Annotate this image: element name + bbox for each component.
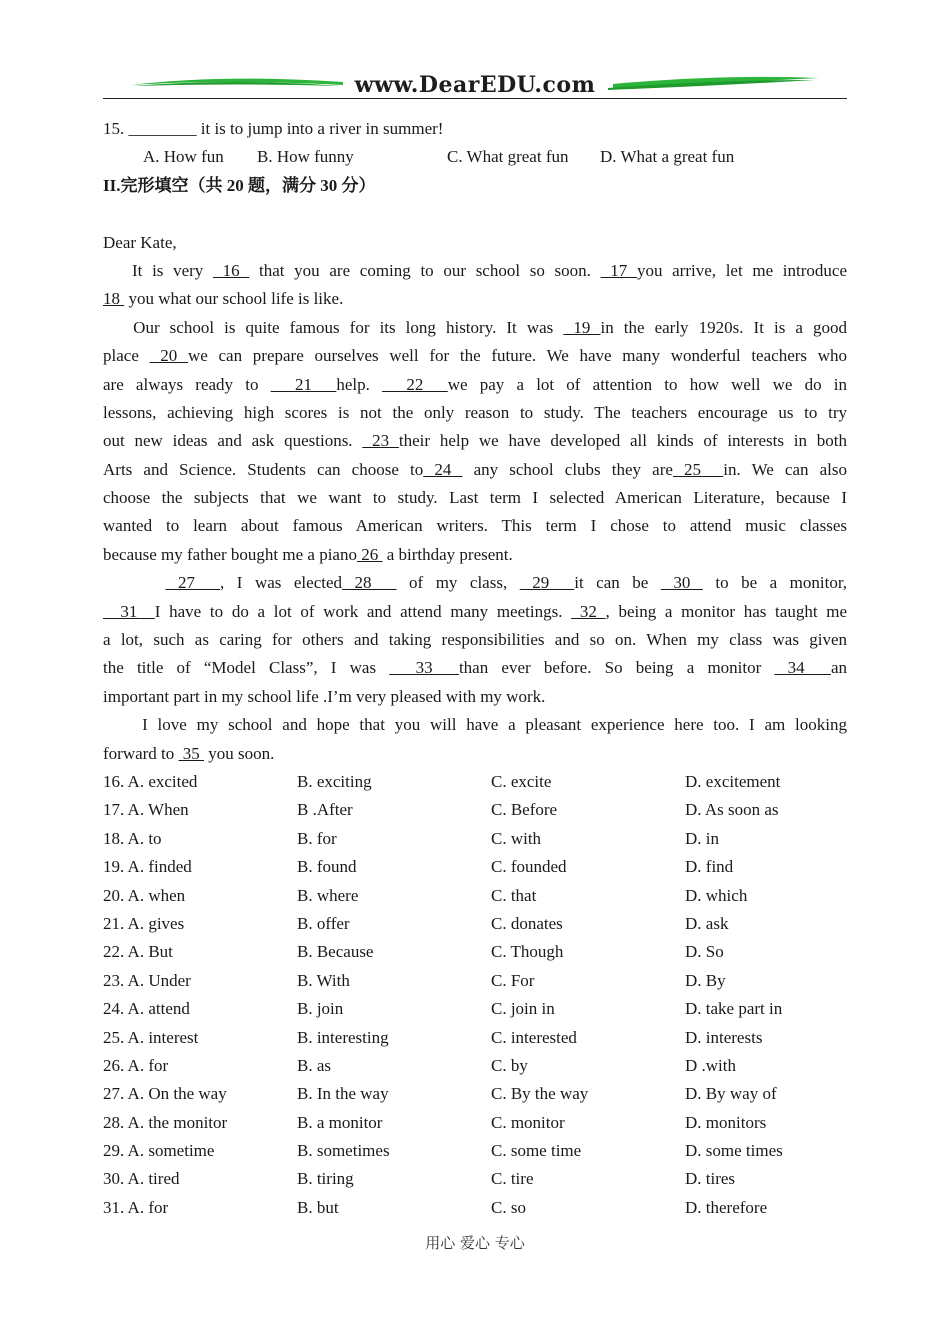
choice-row [103, 995, 847, 1023]
choice-option: D. ask [685, 913, 729, 933]
choice-option: B. tiring [297, 1169, 354, 1189]
letter-line-11: because my father bought me a piano 26 a birthday present. [103, 544, 513, 564]
choice-option: 24. A. attend [103, 999, 190, 1019]
choice-row [103, 768, 847, 796]
letter-line-1: It is very 16 that you are coming to our school so soon. 17 you arrive, let me introduce [103, 260, 847, 280]
choice-option: B. exciting [297, 771, 372, 791]
document-body [103, 115, 847, 1222]
choice-option: 29. A. sometime [103, 1141, 215, 1161]
choice-row [103, 796, 847, 824]
choice-option: D. excitement [685, 771, 781, 791]
choice-option: C. By the way [491, 1084, 589, 1104]
choice-option: C. Before [491, 800, 558, 820]
choice-option: C. by [491, 1055, 528, 1075]
letter-line-18: forward to 35 you soon. [103, 743, 275, 763]
question-15-options [103, 143, 847, 171]
answer-choices [103, 768, 847, 1222]
choice-option: D. monitors [685, 1112, 767, 1132]
choice-row [103, 1137, 847, 1165]
choice-option: B. for [297, 828, 337, 848]
choice-option: B. a monitor [297, 1112, 383, 1132]
choice-option: 19. A. finded [103, 857, 192, 877]
choice-option: B. but [297, 1197, 339, 1217]
choice-option: D. some times [685, 1141, 783, 1161]
choice-row [103, 1165, 847, 1193]
choice-option: D. By way of [685, 1084, 777, 1104]
letter-line-12: 27 , I was elected 28 of my class, 29 it can be 30 to be a monitor, [165, 573, 848, 593]
page-footer: 用心 爱心 专心 [425, 1234, 525, 1252]
choice-option: B .After [297, 800, 353, 820]
choice-option: 22. A. But [103, 942, 173, 962]
choice-row [103, 1194, 847, 1222]
choice-row [103, 1052, 847, 1080]
choice-row [103, 882, 847, 910]
choice-option: D. tires [685, 1169, 736, 1189]
question-15-stem: 15. ________ it is to jump into a river in summer! [103, 119, 444, 138]
blank-line [103, 200, 847, 228]
letter-line-13: 31 I have to do a lot of work and attend many meetings. 32 , being a monitor has taught me [103, 601, 848, 621]
choice-option: C. join in [491, 999, 555, 1019]
letter-line-5: are always ready to 21 help. 22 we pay a lot of attention to how well we do in [103, 374, 847, 394]
letter-line-10: wanted to learn about famous American writers. This term I chose to attend music classes [103, 516, 847, 536]
choice-option: D. therefore [685, 1197, 768, 1217]
header-rule [103, 98, 847, 99]
choice-option: C. some time [491, 1141, 582, 1161]
choice-option: 28. A. the monitor [103, 1112, 228, 1132]
choice-option: 16. A. excited [103, 771, 198, 791]
choice-option: C. Though [491, 942, 564, 962]
choice-option: C. founded [491, 857, 567, 877]
choice-option: 27. A. On the way [103, 1084, 227, 1104]
choice-option: C. For [491, 970, 535, 990]
choice-row [103, 910, 847, 938]
choice-row [103, 1024, 847, 1052]
choice-row [103, 938, 847, 966]
choice-option: D. interests [685, 1027, 763, 1047]
choice-row [103, 967, 847, 995]
letter-line-7: out new ideas and ask questions. 23 their help we have developed all kinds of interests in both [103, 431, 847, 451]
choice-option: B. join [297, 999, 344, 1019]
choice-option: 21. A. gives [103, 913, 185, 933]
q15-option-a: A. How fun [143, 147, 224, 167]
q15-option-c: C. What great fun [447, 147, 569, 167]
q15-option-b: B. How funny [257, 147, 354, 167]
choice-row [103, 1080, 847, 1108]
choice-option: D. in [685, 828, 719, 848]
choice-option: D. which [685, 885, 748, 905]
choice-option: B. In the way [297, 1084, 389, 1104]
choice-row [103, 853, 847, 881]
choice-option: D. By [685, 970, 726, 990]
letter-line-4: place 20 we can prepare ourselves well for the future. We have many wonderful teachers who [103, 346, 847, 366]
letter-line-2: 18 you what our school life is like. [103, 289, 344, 309]
choice-option: 20. A. when [103, 885, 186, 905]
choice-option: B. sometimes [297, 1141, 390, 1161]
choice-option: 23. A. Under [103, 970, 191, 990]
choice-option: B. interesting [297, 1027, 389, 1047]
choice-option: C. so [491, 1197, 526, 1217]
choice-option: C. that [491, 885, 537, 905]
letter-line-17: I love my school and hope that you will have a pleasant experience here too. I am looking [103, 715, 847, 735]
choice-option: 31. A. for [103, 1197, 169, 1217]
choice-option: D. As soon as [685, 800, 779, 820]
banner-title: www.DearEDU.com [354, 72, 596, 98]
choice-option: C. donates [491, 913, 563, 933]
choice-row [103, 825, 847, 853]
choice-option: D. find [685, 857, 734, 877]
choice-option: B. found [297, 857, 357, 877]
letter-line-14: a lot, such as caring for others and taking responsibilities and so on. When my class was given [103, 630, 847, 650]
choice-option: B. as [297, 1055, 331, 1075]
choice-option: C. excite [491, 771, 552, 791]
letter-line-6: lessons, achieving high scores is not the only reason to study. The teachers encourage us to try [103, 402, 847, 422]
letter-line-3: Our school is quite famous for its long history. It was 19 in the early 1920s. It is a good [103, 317, 847, 337]
letter-line-8: Arts and Science. Students can choose to 24 any school clubs they are 25 in. We can also [103, 459, 848, 479]
choice-option: C. monitor [491, 1112, 565, 1132]
choice-option: 25. A. interest [103, 1027, 199, 1047]
q15-option-d: D. What a great fun [600, 147, 735, 167]
choice-option: B. Because [297, 942, 374, 962]
choice-option: C. tire [491, 1169, 534, 1189]
site-banner [103, 70, 847, 100]
letter-line-9: choose the subjects that we want to study. Last term I selected American Literature, because I [103, 488, 847, 508]
choice-option: 17. A. When [103, 800, 189, 820]
choice-option: 30. A. tired [103, 1169, 180, 1189]
letter-line-15: the title of “Model Class”, I was 33 than ever before. So being a monitor 34 an [103, 658, 848, 678]
choice-option: B. With [297, 970, 350, 990]
choice-option: B. offer [297, 913, 350, 933]
section-title: II.完形填空（共 20 题，满分 30 分） [103, 175, 376, 195]
choice-option: C. interested [491, 1027, 577, 1047]
choice-option: D .with [685, 1055, 736, 1075]
letter-line-16: important part in my school life .I’m very pleased with my work. [103, 686, 546, 706]
choice-option: C. with [491, 828, 542, 848]
choice-row [103, 1109, 847, 1137]
letter-salutation: Dear Kate, [103, 232, 177, 252]
choice-option: 26. A. for [103, 1055, 169, 1075]
choice-option: D. So [685, 942, 724, 962]
choice-option: 18. A. to [103, 828, 162, 848]
choice-option: D. take part in [685, 999, 783, 1019]
choice-option: B. where [297, 885, 359, 905]
